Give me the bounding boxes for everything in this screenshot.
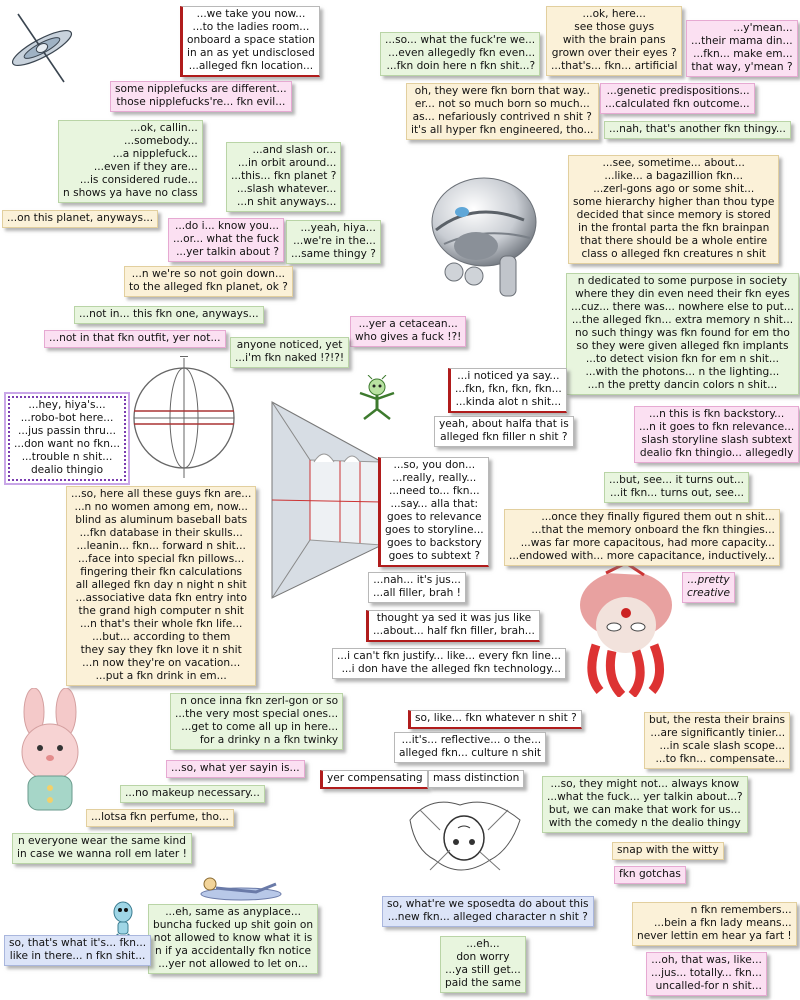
bubble-line: ...same thingy ? [291,248,376,260]
bubble-line: ...so, here all these guys fkn are... [71,488,252,500]
bubble-line: ...so... what the fuck're we... [385,34,536,46]
bubble-line: n everyone wear the same kind [17,835,186,847]
dialogue-bubble [604,121,791,139]
pink-bunny-figure [4,688,96,818]
bubble-line: ...it's... reflective... o the... [401,734,542,746]
bubble-line: ...hey, hiya's... [28,399,106,411]
lounging-figure [196,874,286,904]
dialogue-bubble [332,648,566,679]
bubble-line: ...pretty [687,574,730,586]
bubble-line: ...jus... totally... fkn... [651,967,762,979]
dialogue-bubble [448,368,567,413]
bubble-line: n dedicated to some purpose in society [577,275,788,287]
bubble-line: ...yeah, hiya... [300,222,376,234]
bubble-line: ...ok, here... [582,8,646,20]
dialogue-bubble [180,6,320,77]
dialogue-bubble [632,902,797,946]
bubble-line: some hierarchy higher than thou type [573,196,775,208]
bubble-line: ...n we're so not goin down... [131,268,286,280]
dialogue-bubble [66,486,256,686]
bubble-line: who gives a fuck !?! [355,331,462,343]
bubble-line: ...see, sometime... about... [602,157,745,169]
bubble-line: ...a nipplefuck... [112,148,198,160]
bubble-line: ...do i... know you... [174,220,279,232]
bubble-line: ...bein a fkn lady means... [654,917,792,929]
dialogue-bubble [110,81,292,112]
bubble-line: see those guys [574,21,655,33]
dialogue-bubble [378,457,489,567]
bubble-line: ...really, really... [392,472,477,484]
dialogue-bubble [58,120,203,203]
dialogue-bubble [350,316,466,347]
bubble-line: so, that's what it's... fkn... [9,937,147,949]
small-blue-alien-figure [106,900,140,940]
bubble-line: ...n now they're on vacation... [82,657,241,669]
dialogue-bubble [124,266,293,297]
bubble-line: ...so, what yer sayin is... [171,762,300,774]
bubble-line: anyone noticed, yet [236,339,343,351]
bubble-line: ...jus passin thru... [18,425,116,437]
dialogue-bubble [546,6,682,76]
bubble-line: ...to detect vision fkn for em n shit... [585,353,780,365]
bubble-line: ...that the memory onboard the fkn thingies... [531,524,775,536]
bubble-line: ...yer a cetacean... [358,318,458,330]
bubble-line: ...n it goes to fkn relevance... [639,421,795,433]
space-station-figure [4,4,80,84]
bubble-line: yeah, about halfa that is [439,418,569,430]
upside-down-clown-figure [566,565,684,697]
dialogue-bubble [406,83,599,140]
dialogue-bubble [230,337,349,368]
bubble-line: ...in scale slash scope... [659,740,786,752]
bubble-line: yer compensating [327,772,423,784]
bubble-line: like in there... n fkn shit... [9,950,146,962]
dialogue-bubble [634,406,799,463]
bubble-line: ...fkn, fkn, fkn, fkn... [455,383,562,395]
bubble-line: ...about... half fkn filler, brah... [373,625,535,637]
bubble-line: ...their mama din... [691,35,793,47]
bubble-line: so, what're we sposedta do about this [387,898,589,910]
bubble-line: ...put a fkn drink in em... [95,670,227,682]
bubble-line: ...get to come all up in here... [181,721,339,733]
bubble-line: ...need to... fkn... [389,485,480,497]
bubble-line: decided that since memory is stored [576,209,771,221]
dialogue-bubble [408,710,582,729]
bubble-line: all alleged fkn day n night n shit [75,579,247,591]
bubble-line: ...but, see... it turns out... [609,474,745,486]
bubble-line: ...in orbit around... [237,157,337,169]
bubble-line: ...all filler, brah ! [373,587,461,599]
bubble-line: fingering their fkn calculations [80,566,243,578]
bubble-line: ...fkn doin here n fkn shit...? [386,60,536,72]
bubble-line: ...we take you now... [196,8,306,20]
bubble-line: ...eh, same as anyplace... [165,906,301,918]
bubble-line: ...leanin... fkn... forward n shit... [76,540,246,552]
wireframe-sphere-figure [124,356,244,481]
bubble-line: n fkn remembers... [690,904,792,916]
bubble-line: ...new fkn... alleged character n shit ? [387,911,588,923]
dialogue-bubble [614,866,686,884]
bubble-line: ...say... alla that: [390,498,479,510]
robot-speech-bubble [8,396,126,481]
dialogue-bubble [120,785,265,803]
bubble-line: slash storyline slash subtext [641,434,792,446]
dialogue-bubble [44,330,226,348]
bubble-line: dealio fkn thingio... allegedly [639,447,794,459]
bubble-line: ...the very most special ones... [175,708,339,720]
bubble-line: goes to subtext ? [388,550,481,562]
bubble-line: ...with the photons... n the lighting... [585,366,780,378]
dialogue-bubble [646,952,767,996]
bubble-line: ...so, you don... [393,459,476,471]
bubble-line: ...nah, that's another fkn thingy... [609,123,786,135]
bubble-line: it's all hyper fkn engineered, tho... [411,124,594,136]
bubble-line: ...zerl-gons ago or some shit... [593,183,755,195]
bubble-line: ...even if they are... [93,161,198,173]
bubble-line: that way, y'mean ? [691,61,793,73]
bubble-line: ...is considered rude... [79,174,198,186]
bubble-line: ...that's... fkn... artificial [551,60,678,72]
bubble-line: ...not in that fkn outfit, yer not... [49,332,221,344]
bubble-line: snap with the witty [617,844,719,856]
bubble-line: ...not in... this fkn one, anyways... [79,308,259,320]
dialogue-bubble [166,760,305,778]
bubble-line: ...yer talkin about ? [176,246,279,258]
bubble-line: ...to fkn... compensate... [655,753,786,765]
bubble-line: alleged fkn... culture n shit [399,747,542,759]
bubble-line: where they din even need their fkn eyes [575,288,790,300]
bubble-line: creative [687,587,731,599]
bubble-line: so they were given alleged fkn implants [576,340,789,352]
bubble-line: er... not so much born so much... [414,98,590,110]
dialogue-bubble [320,770,428,789]
bubble-line: ...once they finally figured them out n shit... [541,511,775,523]
bubble-line: ...like... a bagazillion fkn... [604,170,743,182]
dialogue-bubble [542,776,748,833]
dialogue-bubble [568,155,779,264]
bubble-line: thought ya sed it was jus like [376,612,532,624]
bubble-line: n if ya accidentally fkn notice [155,945,312,957]
bubble-line: never lettin em hear ya fart ! [637,930,792,942]
bubble-line: ...and slash or... [252,144,337,156]
bubble-line: ...even allegedly fkn even... [388,47,536,59]
bubble-line: ...or... what the fuck [173,233,279,245]
bubble-line: ...ya still get... [445,964,521,976]
bubble-line: ...lotsa fkn perfume, tho... [91,811,229,823]
bubble-line: ...calculated fkn outcome... [605,98,750,110]
dialogue-bubble [682,572,735,603]
bubble-line: blind as aluminum baseball bats [75,514,248,526]
dialogue-bubble [286,220,381,264]
dialogue-bubble [434,416,574,447]
bubble-line: to the alleged fkn planet, ok ? [129,281,288,293]
dialogue-bubble [428,770,524,788]
bubble-line: ...n the pretty dancin colors n shit... [587,379,778,391]
dialogue-bubble [12,833,192,864]
bubble-line: mass distinction [433,772,520,784]
dialogue-bubble [74,306,264,324]
bubble-line: ...the alleged fkn... extra memory n shit... [571,314,794,326]
bubble-line: ...slash whatever... [236,183,337,195]
bubble-line: ...we're in the... [293,235,376,247]
bubble-line: buncha fucked up shit goin on [153,919,314,931]
bubble-line: ...y'mean... [733,22,793,34]
bubble-line: dealio thingio [30,464,104,476]
dialogue-bubble [566,273,799,395]
bubble-line: for a drinky n a fkn twinky [199,734,339,746]
bubble-line: ...endowed with... more capacitance, inductively... [509,550,775,562]
bubble-line: oh, they were fkn born that way.. [414,85,590,97]
bubble-line: ...robo-bot here... [20,412,114,424]
bubble-line: ...n shit anyways... [236,196,337,208]
bubble-line: but, the resta their brains [649,714,786,726]
bubble-line: ...ok, callin... [130,122,198,134]
bubble-line: ...i'm fkn naked !?!?! [235,352,345,364]
bubble-line: as... nefariously contrived n shit ? [412,111,592,123]
dialogue-bubble [440,936,526,993]
dialogue-bubble [368,572,466,603]
bubble-line: that there should be a whole entire [580,235,768,247]
bubble-line: ...it fkn... turns out, see... [610,487,745,499]
bubble-line: ...n no women among em, now... [74,501,248,513]
bubble-line: ...oh, that was, like... [651,954,762,966]
dialogue-bubble [170,693,343,750]
dialogue-bubble [600,83,755,114]
bubble-line: ...n this is fkn backstory... [649,408,785,420]
bubble-line: some nipplefucks are different... [115,83,287,95]
bubble-line: ...so, they might not... always know [550,778,740,790]
dialogue-bubble [366,610,540,642]
bubble-line: ...what the fuck... yer talkin about...? [547,791,743,803]
bubble-line: n shows ya have no class [63,187,198,199]
bubble-line: alleged fkn filler n shit ? [440,431,568,443]
bubble-line: no such thingy was fkn found for em tho [575,327,790,339]
bubble-line: uncalled-for n shit... [655,980,762,992]
bubble-line: those nipplefucks're... fkn evil... [116,96,286,108]
bubble-line: not allowed to know what it is [153,932,313,944]
dialogue-bubble [380,32,540,76]
bubble-line: ...fkn... make em... [693,48,793,60]
brain-helmet-figure [414,160,544,305]
bubble-line: paid the same [445,977,521,989]
bubble-line: in case we wanna roll em later ! [17,848,187,860]
dialogue-bubble [394,732,546,763]
perspective-corridor-figure [270,400,385,600]
dialogue-bubble [612,842,724,860]
bubble-line: ...n that's their whole fkn life... [79,618,243,630]
dialogue-bubble [382,896,594,927]
bubble-line: ...yer not allowed to let on... [158,958,308,970]
bubble-line: with the brain pans [562,34,666,46]
bubble-line: ...alleged fkn location... [188,60,314,72]
bubble-line: ...don want no fkn... [14,438,121,450]
bubble-line: with the comedy n the dealio thingy [548,817,741,829]
bubble-line: ...face into special fkn pillows... [78,553,245,565]
sketched-head-figure [400,790,530,890]
bubble-line: ...nah... it's jus... [373,574,461,586]
bubble-line: n once inna fkn zerl-gon or so [180,695,339,707]
dialogue-bubble [644,712,790,769]
dialogue-bubble [4,935,151,966]
bubble-line: ...to the ladies room... [192,21,310,33]
dialogue-bubble [148,904,318,974]
bubble-line: goes to storyline... [385,524,484,536]
dialogue-bubble [86,809,234,827]
bubble-line: they say they fkn love it n shit [80,644,242,656]
bubble-line: ...eh... [466,938,500,950]
bubble-line: in the frontal parta the fkn brainpan [578,222,770,234]
bubble-line: ...i don have the alleged fkn technology... [341,663,561,675]
bubble-line: the grand high computer n shit [78,605,244,617]
bubble-line: ...somebody... [123,135,198,147]
bubble-line: but, we can make that work for us... [548,804,741,816]
dialogue-bubble [226,142,341,212]
bubble-line: grown over their eyes ? [551,47,677,59]
bubble-line: fkn gotchas [619,868,681,880]
bubble-line: goes to relevance [387,511,482,523]
dialogue-bubble [686,20,798,77]
bubble-line: ...trouble n shit... [21,451,113,463]
bubble-line: ...no makeup necessary... [125,787,260,799]
bubble-line: ...i noticed ya say... [457,370,560,382]
bubble-line: ...this... fkn planet ? [231,170,337,182]
bubble-line: ...genetic predispositions... [606,85,750,97]
bubble-line: ...cuz... there was... nowhere else to put... [571,301,794,313]
bubble-line: ...fkn database in their skulls... [79,527,243,539]
bubble-line: onboard a space station [187,34,315,46]
dialogue-bubble [504,509,780,566]
bubble-line: ...associative data fkn entry into [75,592,247,604]
dialogue-bubble [2,210,158,228]
bubble-line: class o alleged fkn creatures n shit [581,248,766,260]
bubble-line: ...i can't fkn justify... like... every fkn line... [337,650,561,662]
bubble-line: ...on this planet, anyways... [7,212,154,224]
bubble-line: ...was far more capacitous, had more capacity... [520,537,775,549]
dialogue-bubble [168,218,284,262]
dialogue-bubble [604,472,749,503]
bubble-line: ...but... according to them [92,631,231,643]
bubble-line: so, like... fkn whatever n shit ? [415,712,577,724]
bubble-line: ...kinda alot n shit... [455,396,562,408]
bubble-line: goes to backstory [387,537,482,549]
bubble-line: don worry [456,951,510,963]
bubble-line: in an as yet undisclosed [187,47,315,59]
bubble-line: ...are significantly tinier... [650,727,786,739]
